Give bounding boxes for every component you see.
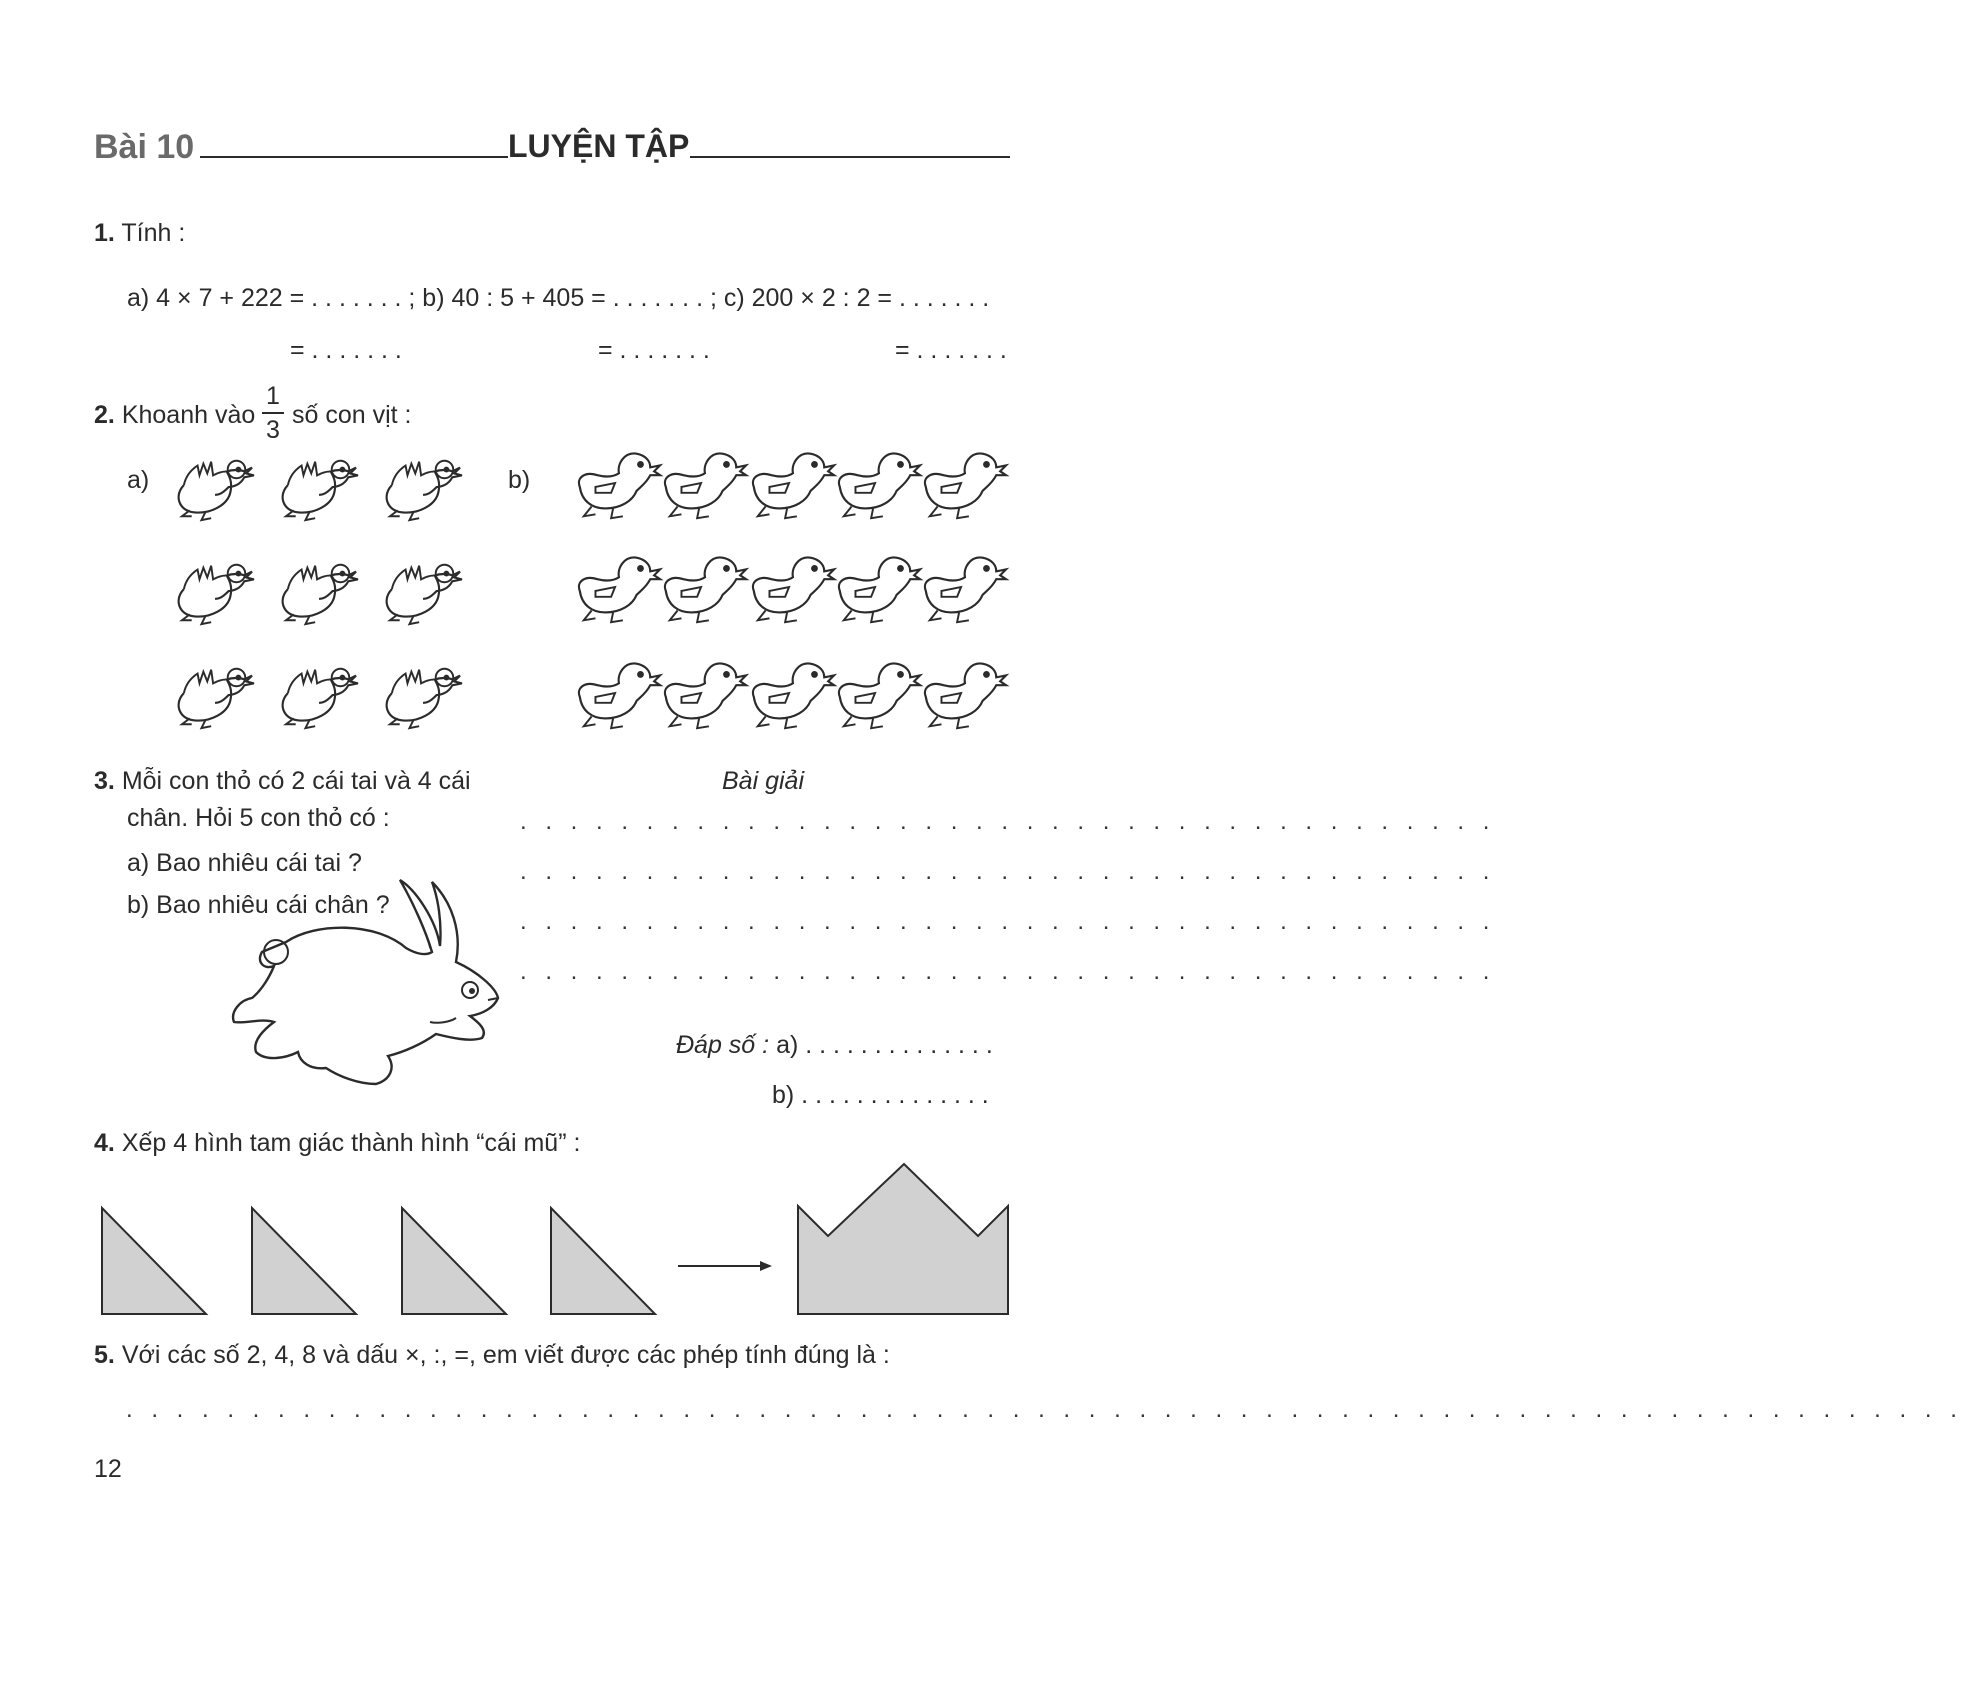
duck-icon[interactable] (832, 550, 922, 626)
solution-line-1[interactable]: . . . . . . . . . . . . . . . . . . . . . . . . . . . . . . . . . . . . . . . (520, 808, 1496, 835)
question-b: b) Bao nhiêu cái chân ? (127, 891, 390, 919)
hat-shape (796, 1162, 1012, 1318)
lesson-number: Bài 10 (94, 128, 195, 166)
duck-icon[interactable] (380, 660, 470, 732)
answer-row-a[interactable] (676, 1030, 993, 1060)
duck-icon[interactable] (172, 556, 262, 628)
exercise-5-heading (94, 1340, 890, 1370)
duck-icon[interactable] (746, 446, 836, 522)
duck-icon[interactable] (832, 656, 922, 732)
duck-icon[interactable] (832, 446, 922, 522)
exercise-prompt: Mỗi con thỏ có 2 cái tai và 4 cái (121, 767, 471, 795)
page-number: 12 (94, 1455, 122, 1483)
duck-icon[interactable] (658, 656, 748, 732)
solution-line-2[interactable]: . . . . . . . . . . . . . . . . . . . . . . . . . . . . . . . . . . . . . . . (520, 858, 1496, 885)
duck-icon[interactable] (276, 556, 366, 628)
duck-icon[interactable] (572, 656, 662, 732)
fraction-numerator: 1 (266, 382, 280, 410)
exercise-number: 3. (94, 767, 115, 795)
duck-icon[interactable] (172, 660, 262, 732)
exercise-2-heading (94, 400, 255, 430)
group-b-label: b) (508, 466, 531, 494)
header-rule-right (690, 156, 1010, 158)
triangle-2 (250, 1206, 358, 1316)
exercise-4-heading (94, 1128, 580, 1158)
exercise-3-line1 (94, 766, 471, 796)
duck-icon[interactable] (746, 656, 836, 732)
answer-blank-c[interactable]: = . . . . . . . (895, 336, 1007, 364)
answer-b[interactable]: b) . . . . . . . . . . . . . . (772, 1081, 989, 1109)
exercise-1-line: a) 4 × 7 + 222 = . . . . . . . ; b) 40 : 5 + 405 = . . . . . . . ; c) 200 × 2 : 2 = . . . . . . . (127, 284, 990, 312)
answer-blank-a[interactable]: = . . . . . . . (290, 336, 402, 364)
fraction-one-third (262, 382, 284, 444)
duck-icon[interactable] (572, 446, 662, 522)
triangle-1 (100, 1206, 208, 1316)
exercise-number: 2. (94, 401, 115, 429)
question-a: a) Bao nhiêu cái tai ? (127, 849, 362, 877)
exercise-3-line2: chân. Hỏi 5 con thỏ có : (127, 804, 390, 832)
exercise-prompt: Xếp 4 hình tam giác thành hình “cái mũ” : (121, 1129, 581, 1157)
exercise-prompt: Với các số 2, 4, 8 và dấu ×, :, =, em viết được các phép tính đúng là : (121, 1341, 890, 1369)
duck-icon[interactable] (276, 660, 366, 732)
arrow-icon (676, 1258, 774, 1274)
duck-icon[interactable] (276, 452, 366, 524)
duck-icon[interactable] (918, 446, 1008, 522)
answer-line[interactable]: . . . . . . . . . . . . . . . . . . . . . . . . . . . . . . . . . . . . . . . . . . . . . . . . . . . . . . . . . . . . . . . . . . . . . . . . . (126, 1396, 1963, 1423)
fraction-bar (262, 412, 284, 414)
exercise-number: 4. (94, 1129, 115, 1157)
lesson-title: LUYỆN TẬP (508, 128, 690, 164)
exercise-1-heading (94, 218, 185, 248)
exercise-prompt: Tính : (121, 219, 186, 247)
triangle-3 (400, 1206, 508, 1316)
answer-label: Đáp số : (676, 1031, 770, 1059)
solution-line-3[interactable]: . . . . . . . . . . . . . . . . . . . . . . . . . . . . . . . . . . . . . . . (520, 908, 1496, 935)
duck-icon[interactable] (918, 656, 1008, 732)
exercise-prompt: Khoanh vào (121, 401, 256, 429)
duck-icon[interactable] (572, 550, 662, 626)
solution-title: Bài giải (722, 767, 804, 795)
solution-line-4[interactable]: . . . . . . . . . . . . . . . . . . . . . . . . . . . . . . . . . . . . . . . (520, 958, 1496, 985)
group-a-label: a) (127, 466, 150, 494)
exercise-prompt-end: số con vịt : (292, 401, 412, 429)
exercise-number: 5. (94, 1341, 115, 1369)
rabbit-illustration (226, 872, 510, 1092)
duck-icon[interactable] (658, 446, 748, 522)
fraction-denominator: 3 (266, 416, 280, 444)
duck-icon[interactable] (172, 452, 262, 524)
header-rule-left (200, 156, 508, 158)
triangle-4 (549, 1206, 657, 1316)
answer-blank-b[interactable]: = . . . . . . . (598, 336, 710, 364)
answer-a[interactable]: a) . . . . . . . . . . . . . . (776, 1031, 993, 1059)
duck-icon[interactable] (380, 556, 470, 628)
exercise-number: 1. (94, 219, 115, 247)
duck-icon[interactable] (746, 550, 836, 626)
duck-icon[interactable] (918, 550, 1008, 626)
duck-icon[interactable] (380, 452, 470, 524)
duck-icon[interactable] (658, 550, 748, 626)
